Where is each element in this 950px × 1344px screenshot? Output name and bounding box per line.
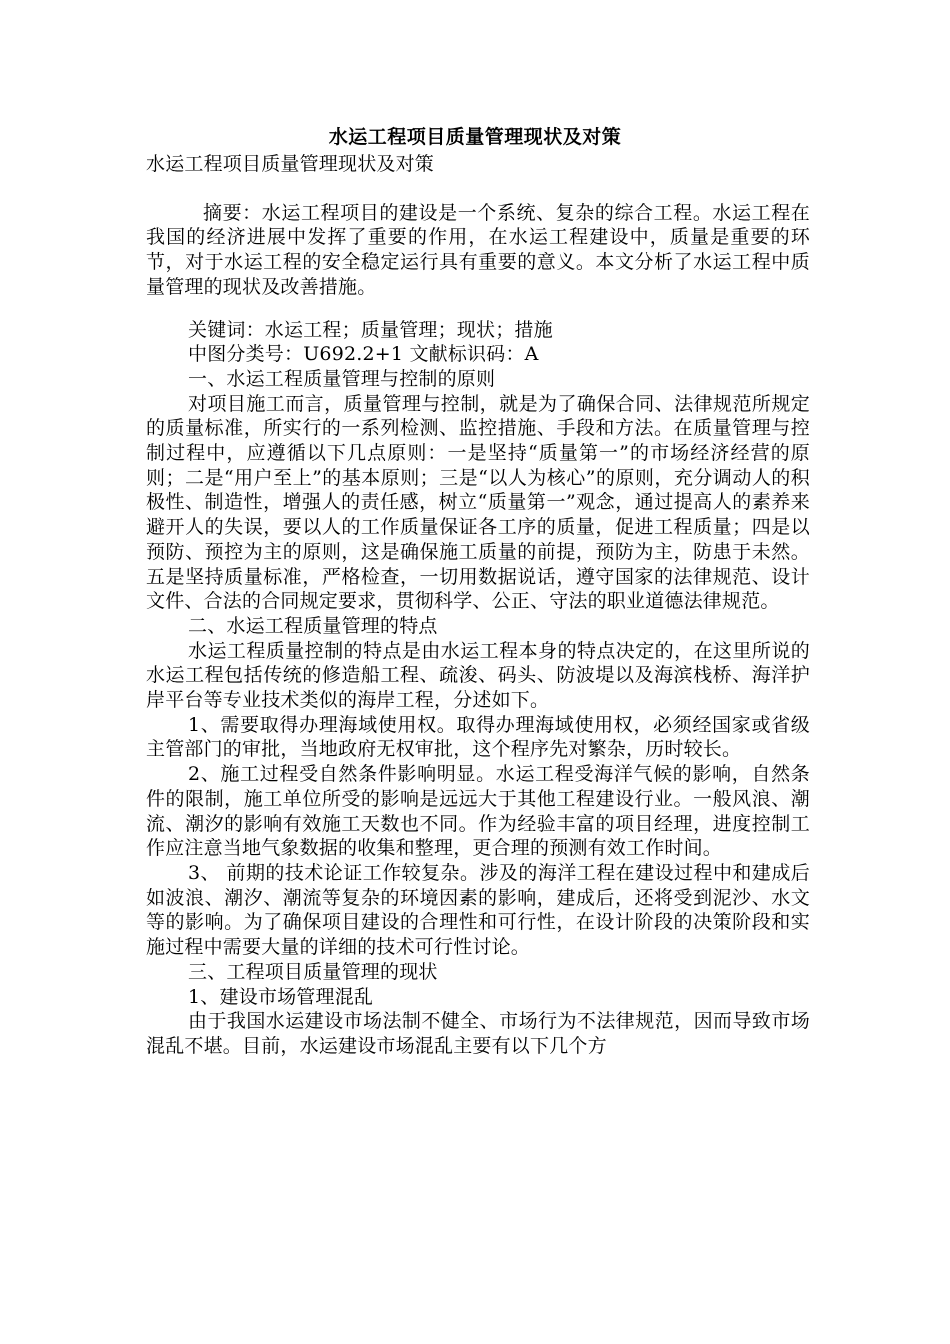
subsection-heading-1: 1、建设市场管理混乱 — [188, 985, 374, 1008]
document-subtitle: 水运工程项目质量管理现状及对策 — [146, 153, 435, 175]
abstract-paragraph: 摘要：水运工程项目的建设是一个系统、复杂的综合工程。水运工程在我国的经济进展中发挥了重要的作用，在水运工程建设中，质量是重要的环节，对于水运工程的安全稳定运行具有重要的意义。本文分析了水运工程中质量管理的现状及改善措施。 — [146, 201, 810, 298]
list-item-point-3: 3、 前期的技术论证工作较复杂。涉及的海洋工程在建设过程中和建成后如波浪、潮汐、潮流等复杂的环境因素的影响，建成后，还将受到泥沙、水文等的影响。为了确保项目建设的合理性和可行性，在设计阶段的决策阶段和实施过程中需要大量的详细的技术可行性讨论。 — [146, 861, 810, 959]
section-heading-2: 二、水运工程质量管理的特点 — [188, 614, 438, 637]
keywords-line: 关键词：水运工程；质量管理；现状；措施 — [188, 318, 553, 341]
document-body — [146, 152, 810, 1059]
section-heading-3: 三、工程项目质量管理的现状 — [188, 960, 438, 983]
section-paragraph-2: 水运工程质量控制的特点是由水运工程本身的特点决定的，在这里所说的水运工程包括传统的修造船工程、疏浚、码头、防波堤以及海滨栈桥、海洋护岸平台等专业技术类似的海岸工程，分述如下。 — [146, 639, 810, 712]
list-item-point-2: 2、施工过程受自然条件影响明显。水运工程受海洋气候的影响，自然条件的限制，施工单位所受的影响是远远大于其他工程建设行业。一般风浪、潮流、潮汐的影响有效施工天数也不同。作为经验丰富的项目经理，进度控制工作应注意当地气象数据的收集和整理，更合理的预测有效工作时间。 — [146, 763, 810, 860]
classification-line: 中图分类号：U692.2+1 文献标识码：A — [188, 343, 539, 366]
section-paragraph-1: 对项目施工而言，质量管理与控制，就是为了确保合同、法律规范所规定的质量标准，所实行的一系列检测、监控措施、手段和方法。在质量管理与控制过程中，应遵循以下几点原则：一是坚持“质量第一”的市场经济经营的原则；二是“用户至上”的基本原则；三是“以人为核心”的原则，充分调动人的积极性、制造性，增强人的责任感，树立“质量第一”观念，通过提高人的素养来避开人的失误，要以人的工作质量保证各工序的质量，促进工程质量；四是以预防、预控为主的原则，这是确保施工质量的前提，预防为主，防患于未然。五是坚持质量标准，严格检查，一切用数据说话，遵守国家的法律规范、设计文件、合法的合同规定要求，贯彻科学、公正、守法的职业道德法律规范。 — [146, 392, 810, 613]
document-title: 水运工程项目质量管理现状及对策 — [328, 126, 622, 148]
list-item-point-1: 1、需要取得办理海域使用权。取得办理海域使用权，必须经国家或省级主管部门的审批，当地政府无权审批，这个程序先对繁杂，历时较长。 — [146, 713, 810, 761]
subsection-paragraph-1: 由于我国水运建设市场法制不健全、市场行为不法律规范，因而导致市场混乱不堪。目前，水运建设市场混乱主要有以下几个方 — [146, 1010, 810, 1057]
section-heading-1: 一、水运工程质量管理与控制的原则 — [188, 367, 496, 390]
